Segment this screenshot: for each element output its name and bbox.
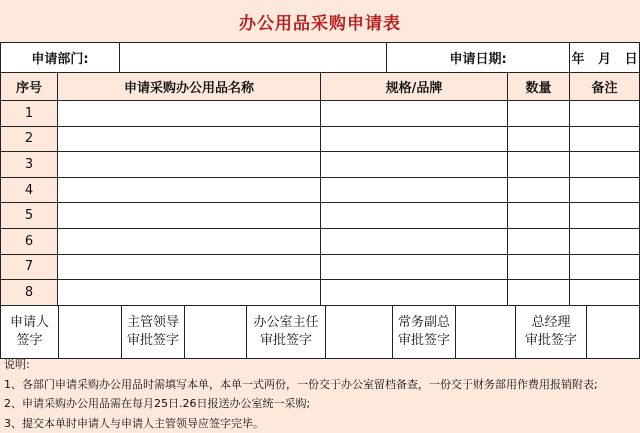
item-note-cell[interactable] [570, 101, 640, 127]
item-name-cell[interactable] [58, 254, 321, 280]
row-seq: 2 [1, 126, 58, 152]
table-row [1, 254, 640, 280]
signature-row [1, 305, 640, 358]
date-field[interactable] [570, 43, 640, 73]
sign-label-line: 签字 [16, 333, 42, 348]
item-spec-cell[interactable] [321, 228, 508, 254]
sign-label-line: 常务副总 [398, 315, 450, 330]
supervisor-sign-field[interactable] [185, 306, 247, 358]
dept-field[interactable] [120, 43, 387, 73]
general-manager-sign-label [516, 306, 587, 358]
item-note-cell[interactable] [570, 280, 640, 306]
item-spec-cell[interactable] [321, 280, 508, 306]
applicant-sign-field[interactable] [59, 306, 122, 358]
note-item: 2、申请采购办公用品需在每月25日.26日报送办公室统一采购; [4, 394, 636, 414]
table-row [1, 228, 640, 254]
item-note-cell[interactable] [570, 126, 640, 152]
sign-label-line: 主管领导 [127, 315, 179, 330]
item-spec-cell[interactable] [321, 177, 508, 203]
table-row [1, 203, 640, 229]
request-table [0, 42, 640, 359]
col-header-note: 备注 [570, 73, 640, 101]
table-row [1, 101, 640, 127]
table-row [1, 126, 640, 152]
dept-label: 申请部门: [1, 43, 120, 73]
item-note-cell[interactable] [570, 203, 640, 229]
office-director-sign-label [247, 306, 326, 358]
notes-section [4, 355, 636, 433]
signature-strip [1, 305, 640, 358]
col-header-qty: 数量 [508, 73, 570, 101]
executive-vp-sign-label [393, 306, 456, 358]
notes-heading: 说明: [4, 355, 636, 375]
item-qty-cell[interactable] [508, 203, 570, 229]
row-seq: 5 [1, 203, 58, 229]
col-header-seq: 序号 [1, 73, 58, 101]
item-name-cell[interactable] [58, 280, 321, 306]
row-seq: 6 [1, 228, 58, 254]
row-seq: 8 [1, 280, 58, 306]
item-spec-cell[interactable] [321, 203, 508, 229]
item-note-cell[interactable] [570, 228, 640, 254]
office-director-sign-field[interactable] [326, 306, 393, 358]
item-qty-cell[interactable] [508, 152, 570, 178]
item-qty-cell[interactable] [508, 254, 570, 280]
executive-vp-sign-field[interactable] [456, 306, 516, 358]
item-name-cell[interactable] [58, 203, 321, 229]
item-qty-cell[interactable] [508, 280, 570, 306]
general-manager-sign-field[interactable] [587, 306, 640, 358]
col-header-spec: 规格/品牌 [321, 73, 508, 101]
item-note-cell[interactable] [570, 177, 640, 203]
item-spec-cell[interactable] [321, 254, 508, 280]
sign-label-line: 审批签字 [127, 333, 179, 348]
table-row [1, 280, 640, 306]
sign-label-line: 审批签字 [525, 333, 577, 348]
sign-label-line: 审批签字 [398, 333, 450, 348]
sign-label-line: 总经理 [531, 315, 570, 330]
table-row [1, 177, 640, 203]
sign-label-line: 办公室主任 [253, 315, 318, 330]
signature-table [1, 306, 640, 358]
form-title: 办公用品采购申请表 [0, 0, 640, 42]
row-seq: 1 [1, 101, 58, 127]
date-day: 日 [625, 48, 638, 67]
table-row [1, 152, 640, 178]
row-seq: 3 [1, 152, 58, 178]
item-name-cell[interactable] [58, 152, 321, 178]
item-qty-cell[interactable] [508, 177, 570, 203]
note-item: 1、各部门申请采购办公用品时需填写本单，本单一式两份，一份交于办公室留档备查，一份交于财务部用作费用报销附表; [4, 375, 636, 395]
applicant-sign-label [1, 306, 59, 358]
column-header-row [1, 73, 640, 101]
item-qty-cell[interactable] [508, 126, 570, 152]
header-row [1, 43, 640, 73]
item-name-cell[interactable] [58, 126, 321, 152]
supervisor-sign-label [122, 306, 185, 358]
item-spec-cell[interactable] [321, 152, 508, 178]
row-seq: 7 [1, 254, 58, 280]
item-qty-cell[interactable] [508, 228, 570, 254]
sign-label-line: 审批签字 [260, 333, 312, 348]
item-spec-cell[interactable] [321, 101, 508, 127]
item-name-cell[interactable] [58, 228, 321, 254]
row-seq: 4 [1, 177, 58, 203]
item-note-cell[interactable] [570, 152, 640, 178]
item-note-cell[interactable] [570, 254, 640, 280]
item-name-cell[interactable] [58, 101, 321, 127]
col-header-name: 申请采购办公用品名称 [58, 73, 321, 101]
item-spec-cell[interactable] [321, 126, 508, 152]
date-month: 月 [598, 48, 611, 67]
date-label: 申请日期: [387, 43, 570, 73]
sign-label-line: 申请人 [10, 315, 49, 330]
item-name-cell[interactable] [58, 177, 321, 203]
note-item: 3、提交本单时申请人与申请人主管领导应签字完毕。 [4, 414, 636, 433]
date-year: 年 [571, 48, 584, 67]
item-qty-cell[interactable] [508, 101, 570, 127]
